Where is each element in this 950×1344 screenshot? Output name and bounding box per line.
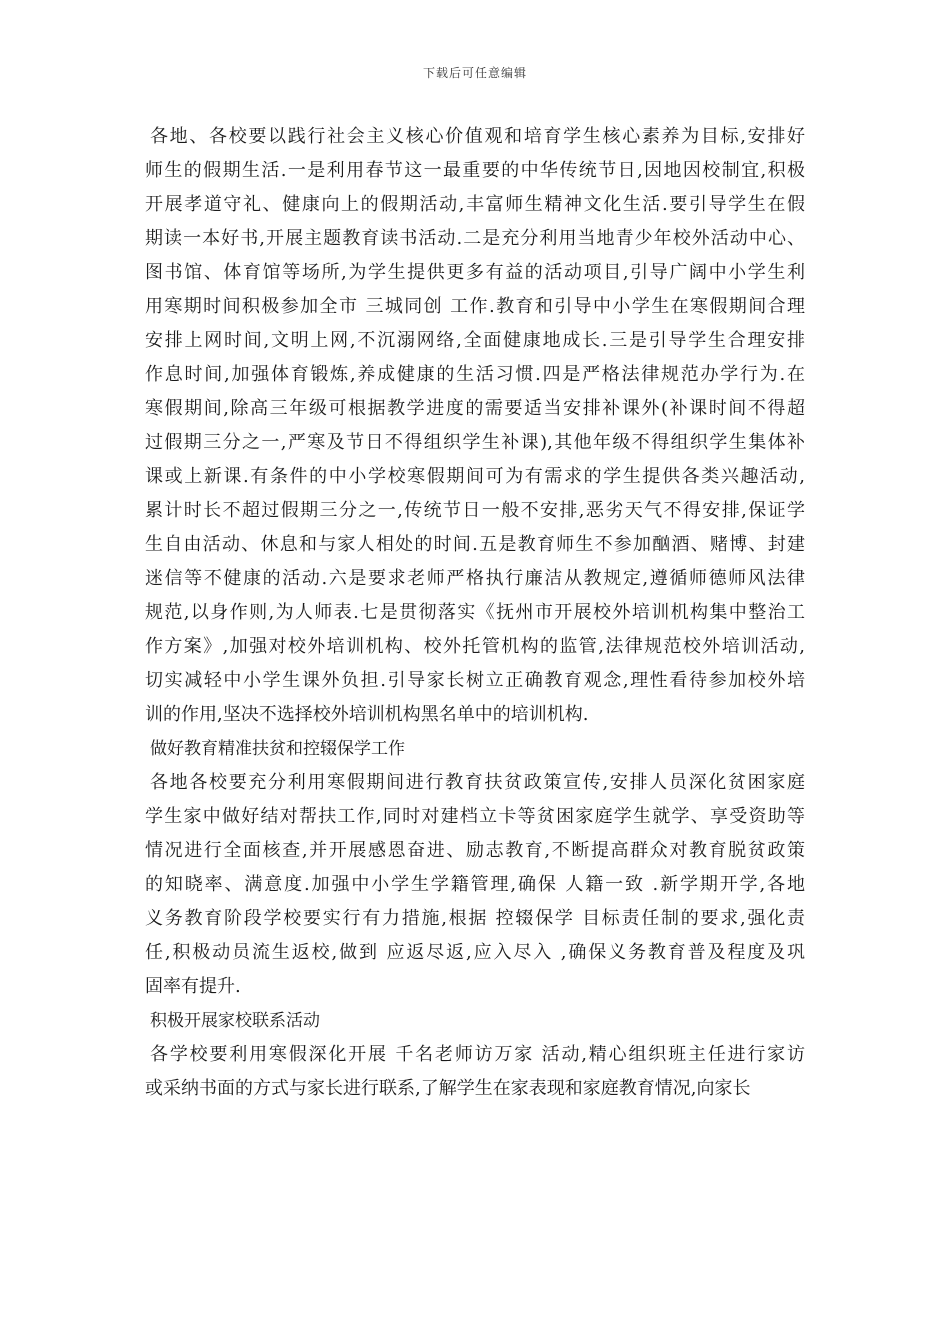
text-line: 切实减轻中小学生课外负担.引导家长树立正确教育观念,理性看待参加校外培: [145, 670, 805, 691]
document-body: [145, 120, 805, 1106]
text-line: 训的作用,坚决不选择校外培训机构黑名单中的培训机构.: [145, 704, 589, 725]
section-heading: [145, 1004, 805, 1038]
text-line: 任,积极动员流生返校,做到 应返尽返,应入尽入 ,确保义务教育普及程度及巩: [145, 942, 805, 963]
text-line: 规范,以身作则,为人师表.七是贯彻落实《抚州市开展校外培训机构集中整治工: [145, 602, 805, 623]
text-line: 寒假期间,除高三年级可根据教学进度的需要适当安排补课外(补课时间不得超: [145, 398, 805, 419]
text-line: 作方案》,加强对校外培训机构、校外托管机构的监管,法律规范校外培训活动,: [145, 636, 805, 657]
text-line: 累计时长不超过假期三分之一,传统节日一般不安排,恶劣天气不得安排,保证学: [145, 500, 805, 521]
text-line: 情况进行全面核查,并开展感恩奋进、励志教育,不断提高群众对教育脱贫政策: [145, 840, 805, 861]
text-line: 师生的假期生活.一是利用春节这一最重要的中华传统节日,因地因校制宜,积极: [145, 160, 805, 181]
text-line: 各地各校要充分利用寒假期间进行教育扶贫政策宣传,安排人员深化贫困家庭: [150, 772, 805, 793]
paragraph: [145, 120, 805, 732]
paragraph: [145, 1038, 805, 1106]
paragraph: [145, 766, 805, 1004]
text-line: 义务教育阶段学校要实行有力措施,根据 控辍保学 目标责任制的要求,强化责: [145, 908, 805, 929]
text-line: 学生家中做好结对帮扶工作,同时对建档立卡等贫困家庭学生就学、享受资助等: [145, 806, 805, 827]
text-line: 固率有提升.: [145, 976, 241, 997]
text-line: 过假期三分之一,严寒及节日不得组织学生补课),其他年级不得组织学生集体补: [145, 432, 805, 453]
text-line: 课或上新课.有条件的中小学校寒假期间可为有需求的学生提供各类兴趣活动,: [145, 466, 805, 487]
page-header: 下载后可任意编辑: [422, 66, 527, 80]
text-line: 开展孝道守礼、健康向上的假期活动,丰富师生精神文化生活.要引导学生在假: [145, 194, 805, 215]
text-line: 各学校要利用寒假深化开展 千名老师访万家 活动,精心组织班主任进行家访: [150, 1044, 805, 1065]
text-line: 或采纳书面的方式与家长进行联系,了解学生在家表现和家庭教育情况,向家长: [145, 1078, 751, 1099]
text-line: 图书馆、体育馆等场所,为学生提供更多有益的活动项目,引导广阔中小学生利: [145, 262, 805, 283]
text-line: 迷信等不健康的活动.六是要求老师严格执行廉洁从教规定,遵循师德师风法律: [145, 568, 805, 589]
text-line: 各地、各校要以践行社会主义核心价值观和培育学生核心素养为目标,安排好: [150, 126, 805, 147]
text-line: 的知晓率、满意度.加强中小学生学籍管理,确保 人籍一致 .新学期开学,各地: [145, 874, 805, 895]
text-line: 期读一本好书,开展主题教育读书活动.二是充分利用当地青少年校外活动中心、: [145, 228, 805, 249]
text-line: 安排上网时间,文明上网,不沉溺网络,全面健康地成长.三是引导学生合理安排: [145, 330, 805, 351]
section-heading: [145, 732, 805, 766]
heading-text: 做好教育精准扶贫和控辍保学工作: [150, 739, 405, 759]
text-line: 用寒期时间积极参加全市 三城同创 工作.教育和引导中小学生在寒假期间合理: [145, 296, 805, 317]
heading-text: 积极开展家校联系活动: [150, 1011, 320, 1031]
text-line: 生自由活动、休息和与家人相处的时间.五是教育师生不参加酗酒、赌博、封建: [145, 534, 805, 555]
text-line: 作息时间,加强体育锻炼,养成健康的生活习惯.四是严格法律规范办学行为.在: [145, 364, 805, 385]
